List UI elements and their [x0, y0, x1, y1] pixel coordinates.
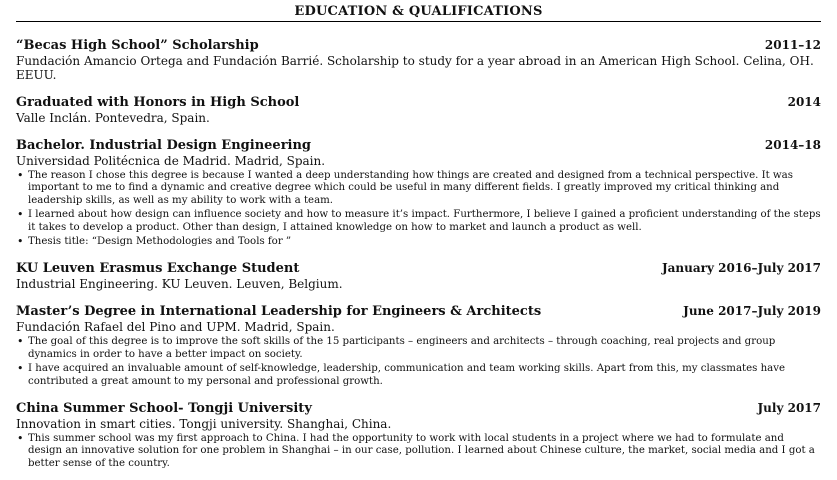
- entry-date: January 2016–July 2017: [661, 261, 821, 276]
- entry-subtitle: Fundación Amancio Ortega and Fundación Barrié. Scholarship to study for a year abroad in an American High School. Celina, OH. EEUU.: [16, 54, 814, 82]
- entry-title: China Summer School- Tongji University: [16, 401, 312, 417]
- entry-title: “Becas High School” Scholarship: [16, 38, 259, 53]
- entry-erasmus-exchange: [16, 261, 821, 291]
- entry-title: Bachelor. Industrial Design Engineering: [16, 138, 312, 153]
- entry-date: 2014–18: [764, 138, 821, 152]
- entry-masters-leadership: [16, 304, 821, 388]
- entry-title: Master’s Degree in International Leadership for Engineers & Architects: [16, 304, 542, 320]
- entry-subtitle: Fundación Rafael del Pino and UPM. Madrid, Spain.: [16, 320, 335, 335]
- entry-subtitle: Innovation in smart cities. Tongji university. Shanghai, China.: [16, 417, 392, 432]
- entry-date: 2011–12: [764, 38, 821, 52]
- entry-bachelor-industrial-design: [16, 138, 821, 248]
- entry-title: KU Leuven Erasmus Exchange Student: [16, 261, 300, 277]
- bullet-list: [16, 170, 821, 248]
- entry-date: July 2017: [757, 401, 821, 416]
- entry-subtitle: Universidad Politécnica de Madrid. Madrid, Spain.: [16, 154, 326, 168]
- bullet-item: • I have acquired an invaluable amount of self-knowledge, leadership, communication and team working skills. Apart from this, my classmates have contributed a great amount to my personal and professional growth.: [28, 363, 821, 388]
- bullet-item: • This summer school was my first approach to China. I had the opportunity to work with local students in a project where we had to formulate and design an innovative solution for one problem in Shanghai – in our case, pollution. I learned about Chinese culture, the market, social media and I got a better sense of the country.: [28, 433, 821, 470]
- bullet-item: • The reason I chose this degree is because I wanted a deep understanding how things are created and designed from a technical perspective. It was important to me to find a dynamic and creative degree which could be useful in many different fields. I greatly improved my critical thinking and leadership skills, as well as my ability to work with a team.: [28, 170, 821, 207]
- section-divider: [16, 21, 821, 22]
- bullet-list: [16, 433, 821, 470]
- entry-china-summer-school: [16, 401, 821, 470]
- entry-date: 2014: [787, 95, 821, 109]
- bullet-list: [16, 336, 821, 388]
- entry-becas-scholarship: [16, 38, 821, 82]
- entry-high-school-honors: [16, 95, 821, 125]
- bullet-item: • Thesis title: “Design Methodologies and Tools for ”: [28, 236, 821, 248]
- bullet-item: • I learned about how design can influence society and how to measure it’s impact. Furthermore, I believe I gained a proficient understanding of the steps it takes to develop a product. Other than design, I attained knowledge on how to market and launch a product as well.: [28, 209, 821, 234]
- bullet-item: • The goal of this degree is to improve the soft skills of the 15 participants – engineers and architects – through coaching, real projects and group dynamics in order to have a better impact on society.: [28, 336, 821, 361]
- entry-subtitle: Valle Inclán. Pontevedra, Spain.: [16, 111, 210, 125]
- entry-subtitle: Industrial Engineering. KU Leuven. Leuven, Belgium.: [16, 277, 343, 292]
- entry-date: June 2017–July 2019: [683, 304, 821, 319]
- entry-title: Graduated with Honors in High School: [16, 95, 300, 110]
- section-title: EDUCATION & QUALIFICATIONS: [294, 4, 543, 19]
